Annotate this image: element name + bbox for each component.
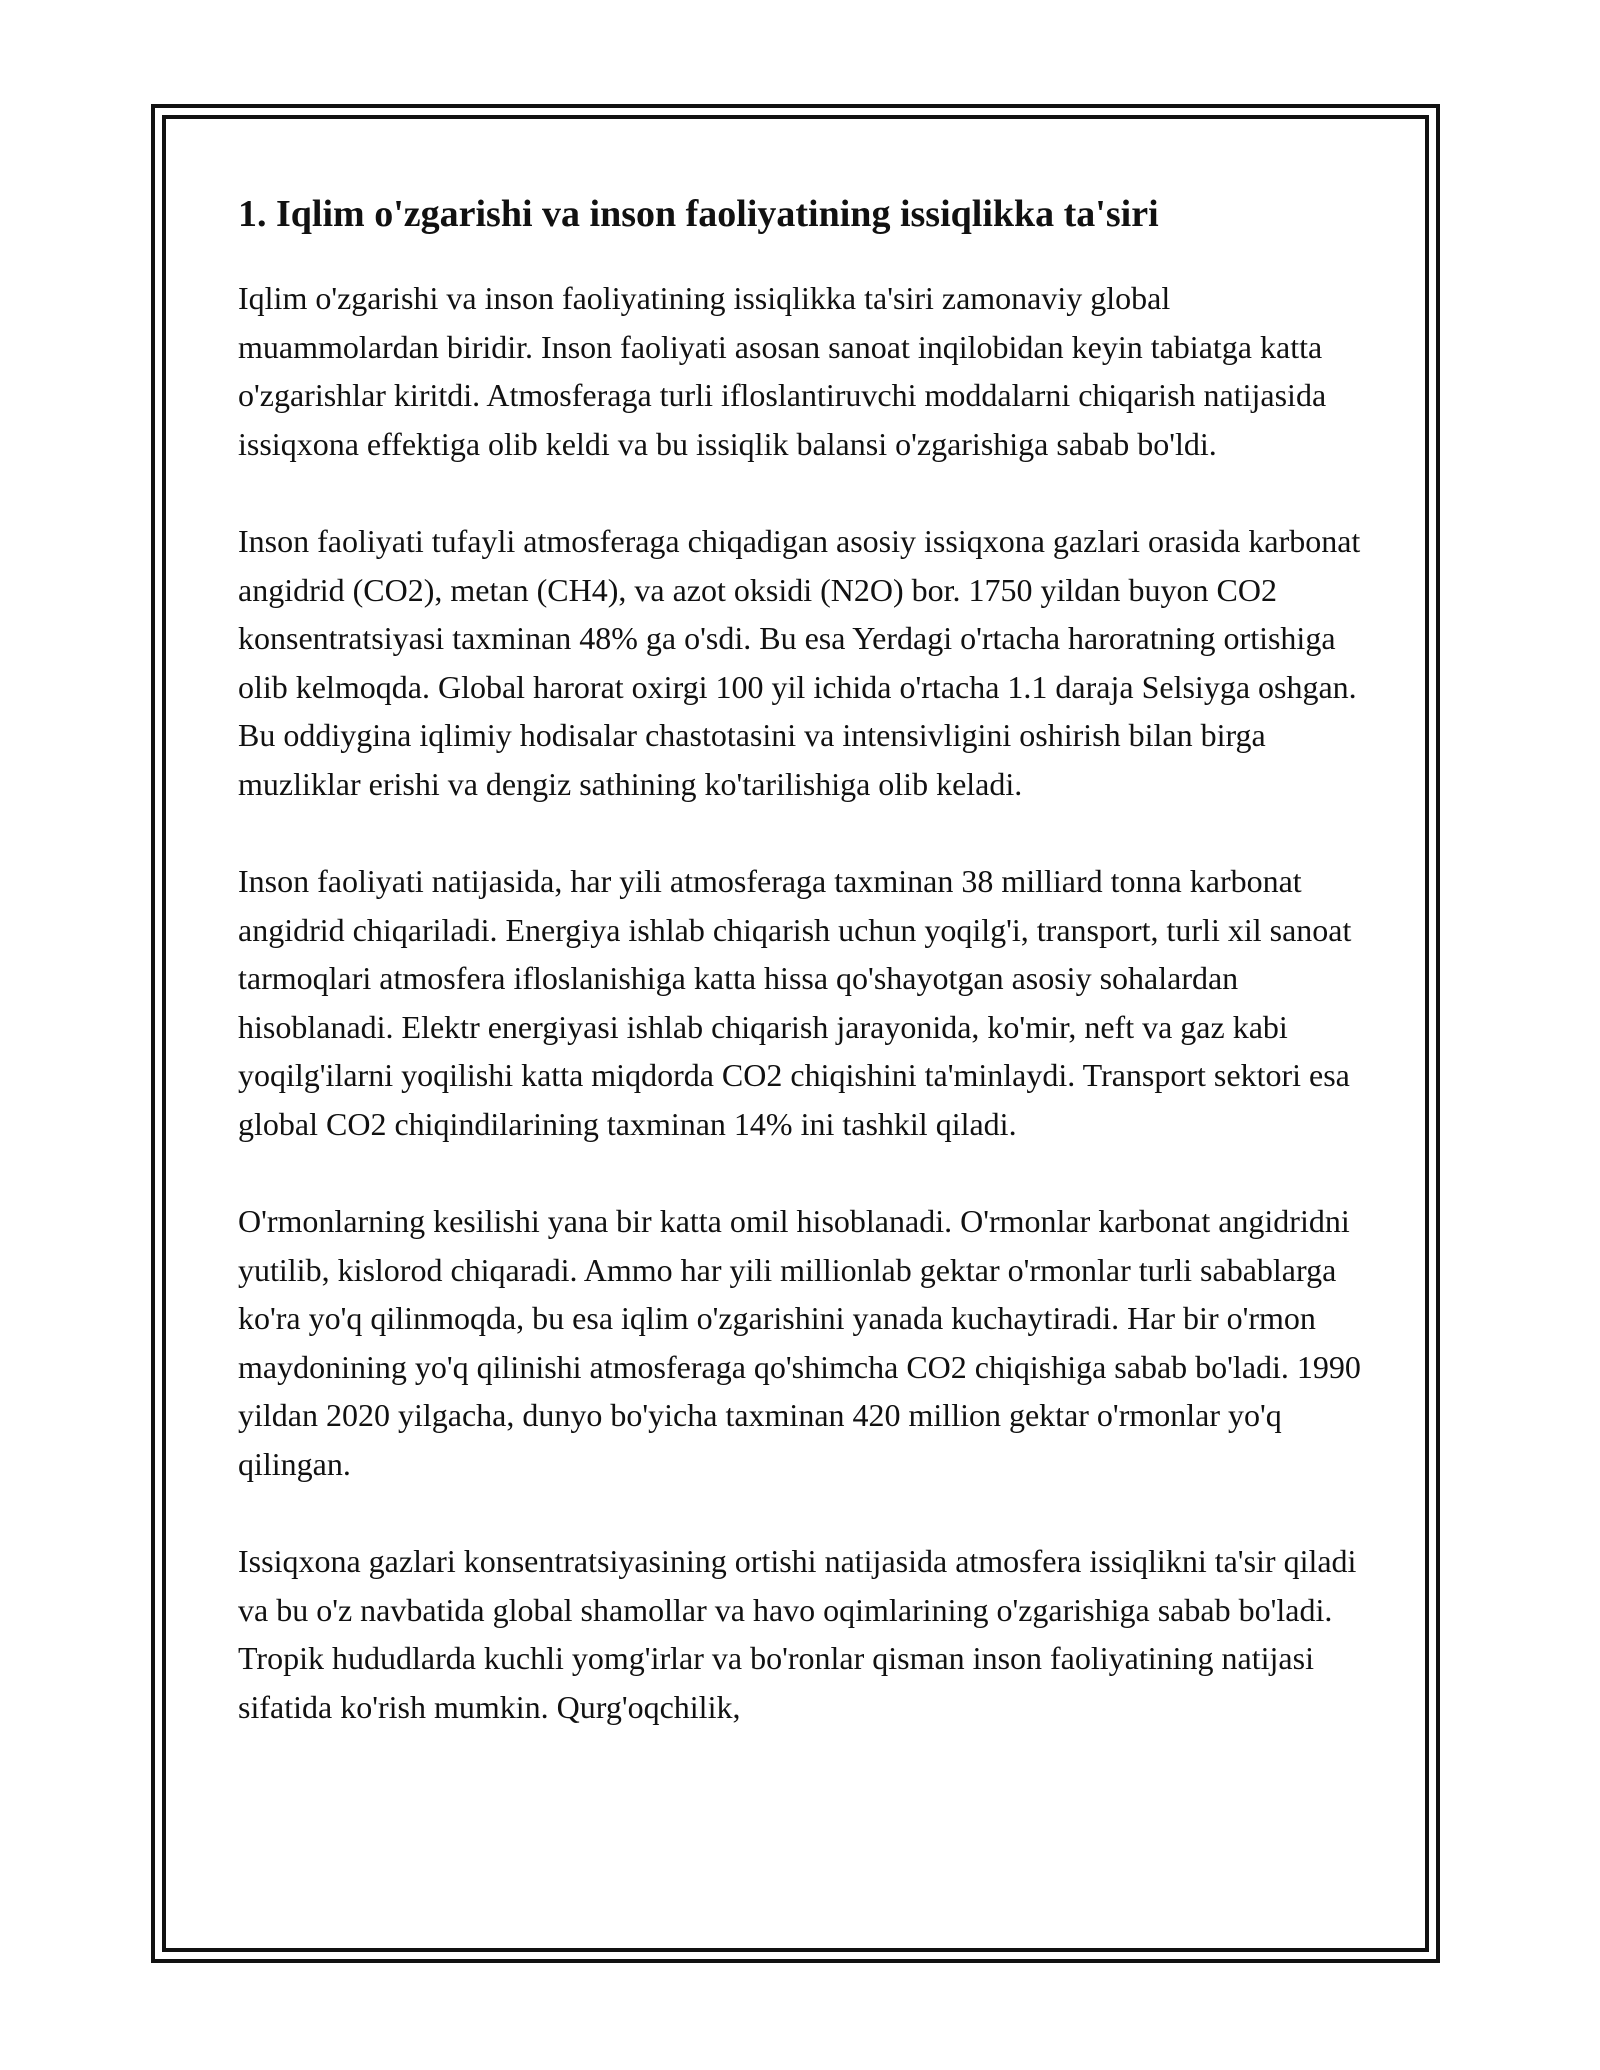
paragraph-3: Inson faoliyati natijasida, har yili atmosferaga taxminan 38 milliard tonna karbonat angidrid chiqariladi. Energiya ishlab chiqarish uchun yoqilg'i, transport, turli xil sanoat tarmoqlari atmosfera ifloslanishiga katta hissa qo'shayotgan asosiy sohalardan hisoblanadi. Elektr energiyasi ishlab chiqarish jarayonida, ko'mir, neft va gaz kabi yoqilg'ilarni yoqilishi katta miqdorda CO2 chiqishini ta'minlaydi. Transport sektori esa global CO2 chiqindilarining taxminan 14% ini tashkil qiladi. [238, 863, 1352, 1142]
paragraph-2: Inson faoliyati tufayli atmosferaga chiqadigan asosiy issiqxona gazlari orasida karbonat angidrid (CO2), metan (CH4), va azot oksidi (N2O) bor. 1750 yildan buyon CO2 konsentratsiyasi taxminan 48% ga o'sdi. Bu esa Yerdagi o'rtacha haroratning ortishiga olib kelmoqda. Global harorat oxirgi 100 yil ichida o'rtacha 1.1 daraja Selsiyga oshgan. Bu oddiygina iqlimiy hodisalar chastotasini va intensivligini oshirish bilan birga muzliklar erishi va dengiz sathining ko'tarilishiga olib keladi. [238, 523, 1361, 802]
paragraph-4: O'rmonlarning kesilishi yana bir katta omil hisoblanadi. O'rmonlar karbonat angidridni yutilib, kislorod chiqaradi. Ammo har yili millionlab gektar o'rmonlar turli sabablarga ko'ra yo'q qilinmoqda, bu esa iqlim o'zgarishini yanada kuchaytiradi. Har bir o'rmon maydonining yo'q qilinishi atmosferaga qo'shimcha CO2 chiqishiga sabab bo'ladi. 1990 yildan 2020 yilgacha, dunyo bo'yicha taxminan 420 million gektar o'rmonlar yo'q qilingan. [238, 1203, 1361, 1482]
paragraph-1: Iqlim o'zgarishi va inson faoliyatining issiqlikka ta'siri zamonaviy global muammolardan biridir. Inson faoliyati asosan sanoat inqilobidan keyin tabiatga katta o'zgarishlar kiritdi. Atmosferaga turli ifloslantiruvchi moddalarni chiqarish natijasida issiqxona effektiga olib keldi va bu issiqlik balansi o'zgarishiga sabab bo'ldi. [238, 280, 1327, 462]
paragraph-5: Issiqxona gazlari konsentratsiyasining ortishi natijasida atmosfera issiqlikni ta'sir qiladi va bu o'z navbatida global shamollar va havo oqimlarining o'zgarishiga sabab bo'ladi. Tropik hududlarda kuchli yomg'irlar va bo'ronlar qisman inson faoliyatining natijasi sifatida ko'rish mumkin. Qurg'oqchilik, [238, 1543, 1357, 1725]
document-body [238, 186, 1378, 1731]
section-heading: 1. Iqlim o'zgarishi va inson faoliyatining issiqlikka ta'siri [238, 193, 1159, 235]
